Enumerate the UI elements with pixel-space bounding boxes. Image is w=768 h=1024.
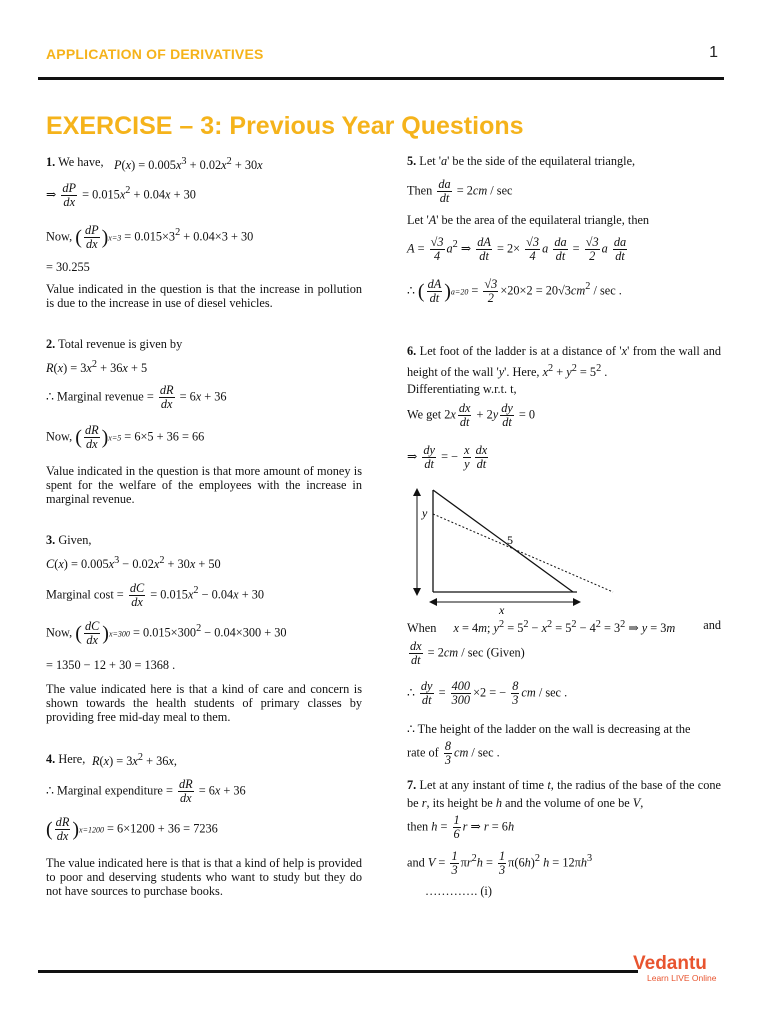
q4-eq-2: ∴ Marginal expenditure = $\frac{dR}{dx}$ = 6x + 36 bbox=[46, 777, 246, 805]
q7-eq-1: then h = $\frac{1}{6}$ r ⇒ r = 6h bbox=[407, 813, 515, 841]
ladder-slip-line bbox=[433, 514, 613, 592]
page-title: EXERCISE – 3: Previous Year Questions bbox=[46, 112, 524, 140]
page-number: 1 bbox=[709, 44, 718, 61]
logo-brand: Vedantu bbox=[633, 953, 707, 974]
q2-eq-2: ∴ Marginal revenue = $\frac{dR}{dx}$ = 6x + 36 bbox=[46, 383, 227, 411]
q3-text: The value indicated here is that a kind of care and concern is shown towards the health students of primary classes by providing free mid-day meal to them. bbox=[46, 682, 362, 724]
q3-eq-3: Now, ( $\frac{dC}{dx}$ )$x=300 = 0.015\times 300^2 - 0.04\times 300 + 30$ bbox=[46, 619, 287, 647]
q2-eq-1: $R(x) = 3x^2 + 36x + 5$ bbox=[46, 359, 148, 376]
q7-number: 7. bbox=[407, 778, 417, 792]
q2-number: 2. bbox=[46, 337, 56, 351]
q4-eq-3: ( $\frac{dR}{dx}$ )x=1200 = 6×1200 + 36 = 7236 bbox=[46, 815, 218, 843]
q3-eq-2: Marginal cost = $\frac{dC}{dx}$ = $0.015x^2 - 0.04x + 30$ bbox=[46, 581, 265, 609]
q2-text: Value indicated in the question is that more amount of money is spent for the welfare of the employees with the increase in marginal revenue. bbox=[46, 464, 362, 506]
base-arrow-left bbox=[429, 598, 437, 606]
q5-eq-3: ∴ ( $\frac{dA}{dt}$ )a=20 = $\frac{√3}{2}$ $\times 20\times 2 = 20√3cm^2 / \sec$ . bbox=[407, 277, 622, 305]
q5-number: 5. bbox=[407, 154, 417, 168]
q6-line-8: ∴ The height of the ladder on the wall is decreasing at the bbox=[407, 722, 691, 736]
q2-eq-3: Now, ( $\frac{dR}{dx}$ )x=5 = 6×5 + 36 = 66 bbox=[46, 423, 205, 451]
q1-text: Value indicated in the question is that the increase in pollution is due to the increase in use of diesel vehicles. bbox=[46, 282, 362, 310]
q4-eq-1: $R(x) = 3x^2 + 36x$, bbox=[92, 752, 177, 769]
q7-eq-2: and V = $\frac{1}{3}$ $\pi r^2h$ = $\frac{1}{3}$ $\pi(6h)^2$ $h = 12\pi h^3$ bbox=[407, 849, 593, 877]
base-arrow-right bbox=[573, 598, 581, 606]
q1-eq-2: ⇒ $\frac{dP}{dx}$ = $0.015x^2 + 0.04x + 30$ bbox=[46, 181, 196, 209]
q6-eq-3: When x = 4m; $y^2 = 5^2 - x^2 = 5^2 - 4^2 = 3^2$ ⇒ y = 3m and bbox=[407, 618, 721, 636]
q6-number: 6. bbox=[407, 344, 417, 358]
q1-eq-3: Now, ( $\frac{dP}{dx}$ )$x=3 = 0.015\times 3^2 + 0.04\times 3 + 30$ bbox=[46, 223, 254, 251]
height-arrow-top bbox=[413, 488, 421, 496]
header-section: APPLICATION OF DERIVATIVES bbox=[46, 46, 264, 62]
q3-eq-4: = 1350 − 12 + 30 = 1368 . bbox=[46, 658, 176, 672]
q5-line-3: Let 'A' be the area of the equilateral triangle, then bbox=[407, 213, 650, 227]
q4-number: 4. bbox=[46, 752, 56, 766]
q5-eq-1: Then $\frac{da}{dt}$ = 2cm / sec bbox=[407, 177, 513, 205]
q6-eq-2: ⇒ $\frac{dy}{dt}$ = − $\frac{x}{y}$ $\frac{dx}{dt}$ bbox=[407, 443, 488, 471]
fig-label-5: 5 bbox=[507, 533, 513, 547]
q3-number: 3. bbox=[46, 533, 56, 547]
q7-eq-3: …………. (i) bbox=[425, 884, 492, 898]
q3-eq-1: $C(x) = 0.005x^3 - 0.02x^2 + 30x + 50$ bbox=[46, 555, 221, 572]
q3-intro: Given, bbox=[58, 533, 92, 547]
ladder-figure bbox=[407, 484, 627, 614]
top-rule bbox=[38, 77, 724, 80]
q1-number: 1. bbox=[46, 155, 56, 169]
q2-intro: Total revenue is given by bbox=[58, 337, 183, 351]
q6-line-2: Differentiating w.r.t. t, bbox=[407, 382, 517, 396]
fig-label-x: x bbox=[499, 603, 505, 614]
q1-eq-4: = 30.255 bbox=[46, 260, 90, 274]
q4-text: The value indicated here is that is that a kind of help is provided to poor and deserving students who want to study but they do not have sources to purchase books. bbox=[46, 856, 362, 898]
ladder-line bbox=[433, 490, 573, 592]
fig-label-y: y bbox=[422, 506, 428, 520]
q1-eq-1: $P(x) = 0.005x^3 + 0.02x^2 + 30x$ bbox=[114, 156, 263, 173]
q5-eq-2: A = $\frac{√3}{4}$ $a^2$ ⇒ $\frac{dA}{dt}$ = 2× $\frac{√3}{4}$ a $\frac{da}{dt}$ = $\frac{√3}{2}$ a $\frac{da}{dt}$ bbox=[407, 235, 627, 263]
bottom-rule bbox=[38, 970, 638, 973]
q6-eq-1: We get 2x $\frac{dx}{dt}$ + 2y $\frac{dy}{dt}$ = 0 bbox=[407, 401, 536, 429]
q1-intro: We have, bbox=[58, 155, 104, 169]
logo-tagline: Learn LIVE Online bbox=[647, 973, 717, 983]
q4-intro: Here, bbox=[58, 752, 86, 766]
vedantu-logo bbox=[631, 945, 727, 985]
q6-eq-4: $\frac{dx}{dt}$ = 2cm / sec (Given) bbox=[410, 639, 525, 667]
q6-eq-6: rate of $\frac{8}{3}$ cm / sec . bbox=[407, 739, 500, 767]
height-arrow-bottom bbox=[413, 588, 421, 596]
q6-eq-5: ∴ $\frac{dy}{dt}$ = $\frac{400}{300}$ ×2 = − $\frac{8}{3}$ cm / sec . bbox=[407, 679, 568, 707]
